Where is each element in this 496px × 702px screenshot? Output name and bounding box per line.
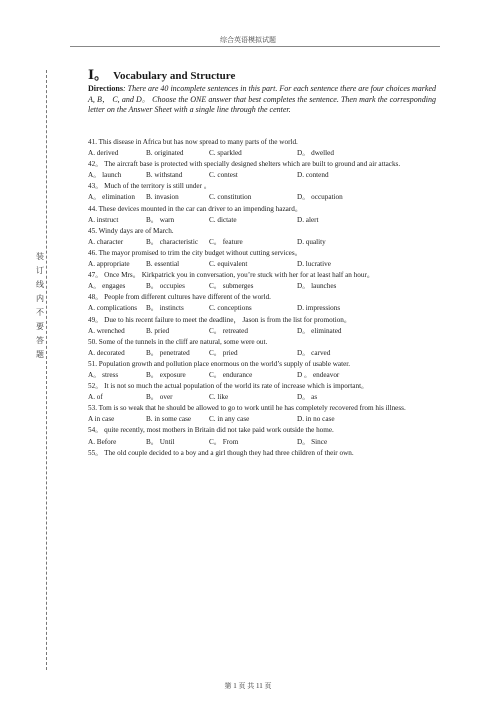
- question-stem: 42。 The aircraft base is protected with specially designed shelters which are built to ground and air attacks.: [88, 160, 401, 169]
- answer-option: A。 elimination: [88, 193, 135, 202]
- answer-option: A。 stress: [88, 370, 119, 379]
- question-list: [88, 137, 436, 459]
- answer-options: [88, 392, 436, 403]
- question-stem: 43。 Much of the territory is still under 。: [88, 182, 211, 191]
- question-stem: 53. Tom is so weak that he should be allowed to go to work until he has completely recovered from his illness.: [88, 404, 406, 413]
- answer-option: C。 submerges: [209, 282, 254, 291]
- question-item: [88, 248, 436, 270]
- binding-char: 订: [36, 266, 44, 275]
- answer-option: A. appropriate: [88, 260, 130, 269]
- answer-option: C。 pried: [209, 348, 238, 357]
- binding-char: 线: [36, 280, 44, 289]
- section-number: Ⅰ。: [88, 67, 108, 82]
- question-stem: 48。 People from different cultures have different of the world.: [88, 293, 271, 302]
- question-stem: 51. Population growth and pollution place enormous on the world’s supply of usable water.: [88, 359, 351, 368]
- answer-option: B。 occupies: [146, 282, 185, 291]
- question-item: [88, 337, 436, 359]
- answer-option: C. like: [209, 393, 229, 402]
- binding-line: [46, 70, 47, 670]
- answer-options: [88, 326, 436, 337]
- question-item: [88, 359, 436, 381]
- answer-option: D. contend: [297, 171, 329, 180]
- question-item: [88, 204, 436, 226]
- answer-option: D。 eliminated: [297, 326, 342, 335]
- answer-option: B。 exposure: [146, 370, 186, 379]
- answer-options: [88, 281, 436, 292]
- answer-option: A。 launch: [88, 171, 122, 180]
- answer-option: A. of: [88, 393, 103, 402]
- answer-option: C。 endurance: [209, 370, 253, 379]
- answer-option: C. in any case: [209, 415, 250, 424]
- answer-option: C. constitution: [209, 193, 252, 202]
- answer-option: A. derived: [88, 149, 119, 158]
- answer-option: A. decorated: [88, 348, 125, 357]
- question-item: [88, 381, 436, 403]
- answer-option: B。 instincts: [146, 304, 184, 313]
- question-stem: 46. The mayor promised to trim the city budget without cutting services。: [88, 248, 302, 257]
- answer-options: [88, 215, 436, 226]
- answer-option: B。 warn: [146, 215, 175, 224]
- binding-char: 答: [36, 336, 44, 345]
- binding-char: 内: [36, 294, 44, 303]
- answer-option: A. Before: [88, 437, 117, 446]
- answer-option: C. sparkled: [209, 149, 242, 158]
- answer-option: C. dictate: [209, 215, 237, 224]
- section-title: [88, 64, 235, 83]
- answer-option: B。 characteristic: [146, 237, 199, 246]
- answer-option: D. lucrative: [297, 260, 331, 269]
- answer-options: [88, 348, 436, 359]
- question-stem: 49。 Due to his recent failure to meet the deadline， Jason is from the list for promotion。: [88, 315, 352, 324]
- question-item: [88, 425, 436, 447]
- directions-text: : There are 40 incomplete sentences in this part. For each sentence there are four choices marked A, B， C, and D。 Choose the ONE answer that best completes the sentence. Then mark the corresponding letter on the Answer Sheet with a single line through the center.: [88, 84, 436, 115]
- answer-option: A。 engages: [88, 282, 126, 291]
- answer-option: C。 feature: [209, 237, 243, 246]
- answer-option: D. in no case: [297, 415, 335, 424]
- answer-option: B. originated: [146, 149, 184, 158]
- question-stem: 52。 It is not so much the actual population of the world its rate of increase which is important。: [88, 382, 369, 391]
- answer-option: B。 penetrated: [146, 348, 190, 357]
- question-stem: 55。 The old couple decided to a boy and a girl though they had three children of their own.: [88, 448, 354, 457]
- answer-options: [88, 148, 436, 159]
- answer-options: [88, 259, 436, 270]
- answer-options: [88, 192, 436, 203]
- answer-options: [88, 437, 436, 448]
- answer-options: [88, 370, 436, 381]
- answer-option: D。 as: [297, 393, 318, 402]
- page-footer: 第 1 页 共 11 页: [224, 682, 272, 690]
- binding-char: 要: [36, 322, 44, 331]
- question-stem: 45. Windy days are of March.: [88, 226, 174, 235]
- answer-option: D。 Since: [297, 437, 328, 446]
- answer-option: A. complications: [88, 304, 138, 313]
- question-stem: 50. Some of the tunnels in the cliff are natural, some were out.: [88, 337, 268, 346]
- directions: [88, 84, 436, 116]
- answer-option: B. in some case: [146, 415, 192, 424]
- answer-option: A. character: [88, 237, 124, 246]
- answer-option: C。 retreated: [209, 326, 248, 335]
- answer-option: D。 launches: [297, 282, 337, 291]
- answer-option: B. invasion: [146, 193, 179, 202]
- answer-option: A. instruct: [88, 215, 119, 224]
- question-item: [88, 403, 436, 425]
- answer-options: [88, 414, 436, 425]
- binding-note: [35, 250, 45, 362]
- answer-option: C. contest: [209, 171, 238, 180]
- binding-char: 装: [36, 252, 44, 261]
- answer-option: D. alert: [297, 215, 319, 224]
- answer-option: B. essential: [146, 260, 180, 269]
- page-header: 综合英语模拟试题: [220, 36, 276, 44]
- question-stem: 44. These devices mounted in the car can driver to an impending hazard。: [88, 204, 303, 213]
- binding-char: 不: [36, 308, 44, 317]
- question-stem: 41. This disease in Africa but has now spread to many parts of the world.: [88, 138, 298, 146]
- answer-option: C. conceptions: [209, 304, 252, 313]
- answer-option: C。 From: [209, 437, 239, 446]
- binding-char: 题: [36, 350, 44, 359]
- question-item: [88, 315, 436, 337]
- question-item: [88, 159, 436, 181]
- answer-option: B. pried: [146, 326, 170, 335]
- answer-options: [88, 303, 436, 314]
- question-item: [88, 137, 436, 159]
- answer-option: D。 carved: [297, 348, 331, 357]
- answer-option: D. impressions: [297, 304, 341, 313]
- answer-options: [88, 170, 436, 181]
- question-item: [88, 226, 436, 248]
- answer-option: D 。 endeavor: [297, 370, 340, 379]
- question-item: [88, 292, 436, 314]
- answer-option: A. wrenched: [88, 326, 125, 335]
- answer-option: D。 dwelled: [297, 149, 334, 158]
- answer-option: B。 over: [146, 393, 173, 402]
- question-stem: 47。 Once Mrs。 Kirkpatrick you in conversation, you’re stuck with her for at least half an hour。: [88, 271, 375, 280]
- question-item: [88, 181, 436, 203]
- question-item: [88, 448, 436, 459]
- question-item: [88, 270, 436, 292]
- question-stem: 54。 quite recently, most mothers in Britain did not take paid work outside the home.: [88, 426, 334, 435]
- directions-label: Directions: [88, 84, 123, 93]
- answer-option: D。 occupation: [297, 193, 343, 202]
- answer-option: D. quality: [297, 237, 326, 246]
- answer-option: A in case: [88, 415, 115, 424]
- answer-options: [88, 237, 436, 248]
- header-rule: [70, 46, 440, 47]
- answer-option: B。 Until: [146, 437, 175, 446]
- answer-option: B. withstand: [146, 171, 183, 180]
- answer-option: C. equivalent: [209, 260, 248, 269]
- section-heading: Vocabulary and Structure: [113, 70, 236, 82]
